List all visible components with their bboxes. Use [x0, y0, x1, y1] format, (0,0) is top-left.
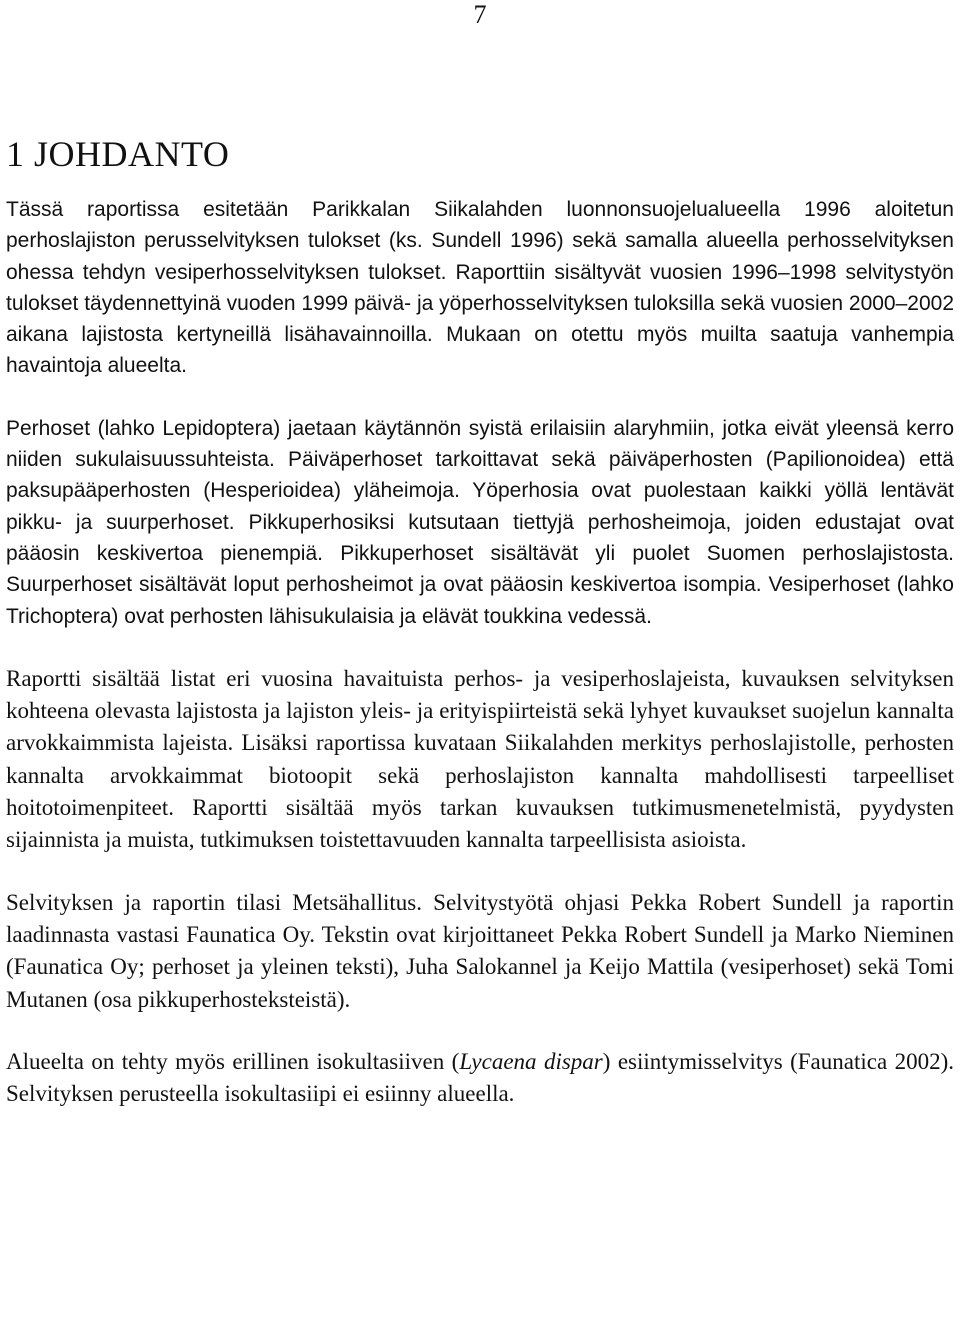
paragraph-introduction	[6, 194, 954, 382]
paragraph-authors	[6, 887, 954, 1016]
document-body	[6, 128, 954, 1140]
paragraph-report-contents-text: Raportti sisältää listat eri vuosina havaituista perhos- ja vesiperhoslajeista, kuvauksen selvityksen kohteena olevasta lajistosta ja lajiston yleis- ja erityispiirteistä sekä lyhyet kuvaukset suojelun kannalta arvokkaimmista lajeista. Lisäksi raportissa kuvataan Siikalahden merkitys perhoslajistolle, perhosten kannalta arvokkaimmat biotoopit sekä perhoslajiston kannalta mahdollisesti tarpeelliset hoitotoimenpiteet. Raportti sisältää myös tarkan kuvauksen tutkimusmenetelmistä, pyydysten sijainnista ja muista, tutkimuksen toistettavuuden kannalta tarpeellisista asioista.	[6, 665, 954, 853]
paragraph-lycaena-survey	[6, 1046, 954, 1111]
paragraph-authors-text: Selvityksen ja raportin tilasi Metsähallitus. Selvitystyötä ohjasi Pekka Robert Sundell ja raportin laadinnasta vastasi Faunatica Oy. Tekstin ovat kirjoittaneet Pekka Robert Sundell ja Marko Nieminen (Faunatica Oy; perhoset ja yleinen teksti), Juha Salokannel ja Keijo Mattila (vesiperhoset) sekä Tomi Mutanen (osa pikkuperhosteksteistä).	[6, 889, 954, 1012]
page-number: 7	[473, 0, 487, 29]
paragraph-lepidoptera-groups	[6, 413, 954, 632]
paragraph-lycaena-before: Alueelta on tehty myös erillinen isokultasiiven (	[6, 1048, 460, 1074]
paragraph-introduction-part-b: Raporttiin sisältyvät vuosien 1996–1998 selvitystyön tulokset täydennettyinä vuoden 1999 päivä- ja yöperhosselvityksen tuloksilla sekä vuosien 2000–2002 aikana lajistosta kertyneillä lisähavainnoilla.	[6, 260, 954, 347]
chapter-heading: 1 JOHDANTO	[6, 134, 230, 174]
paragraph-report-contents	[6, 663, 954, 857]
paragraph-lepidoptera-groups-text: Perhoset (lahko Lepidoptera) jaetaan käytännön syistä erilaisiin alaryhmiin, jotka eivät yleensä kerro niiden sukulaisuussuhteista. Päiväperhoset tarkoittavat sekä päiväperhosten (Papilionoidea) että paksupääperhosten (Hesperioidea) yläheimoja. Yöperhosia ovat puolestaan kaikki yöllä lentävät pikku- ja suurperhoset. Pikkuperhosiksi kutsutaan tiettyjä perhosheimoja, joiden edustajat ovat pääosin keskivertoa pienempiä. Pikkuperhoset sisältävät yli puolet Suomen perhoslajistosta. Suurperhoset sisältävät loput perhosheimot ja ovat pääosin keskivertoa isompia. Vesiperhoset (lahko Trichoptera) ovat perhosten lähisukulaisia ja elävät toukkina vedessä.	[6, 416, 954, 628]
paragraph-introduction-part-c: Mukaan on otettu myös muilta saatuja vanhempia havaintoja alueelta.	[6, 323, 954, 378]
paragraph-lycaena-after: ) esiintymisselvitys (Faunatica 2002). Selvityksen perusteella isokultasiipi ei esiinny alueella.	[6, 1048, 954, 1107]
species-name-lycaena-dispar: Lycaena dispar	[459, 1048, 603, 1074]
paragraph-introduction-part-a: Tässä raportissa esitetään Parikkalan Siikalahden luonnonsuojelualueella 1996 aloitetun perhoslajiston perusselvityksen tulokset (ks. Sundell 1996) sekä samalla alueella perhosselvityksen ohessa tehdyn vesiperhosselvityksen tulokset.	[6, 198, 954, 284]
